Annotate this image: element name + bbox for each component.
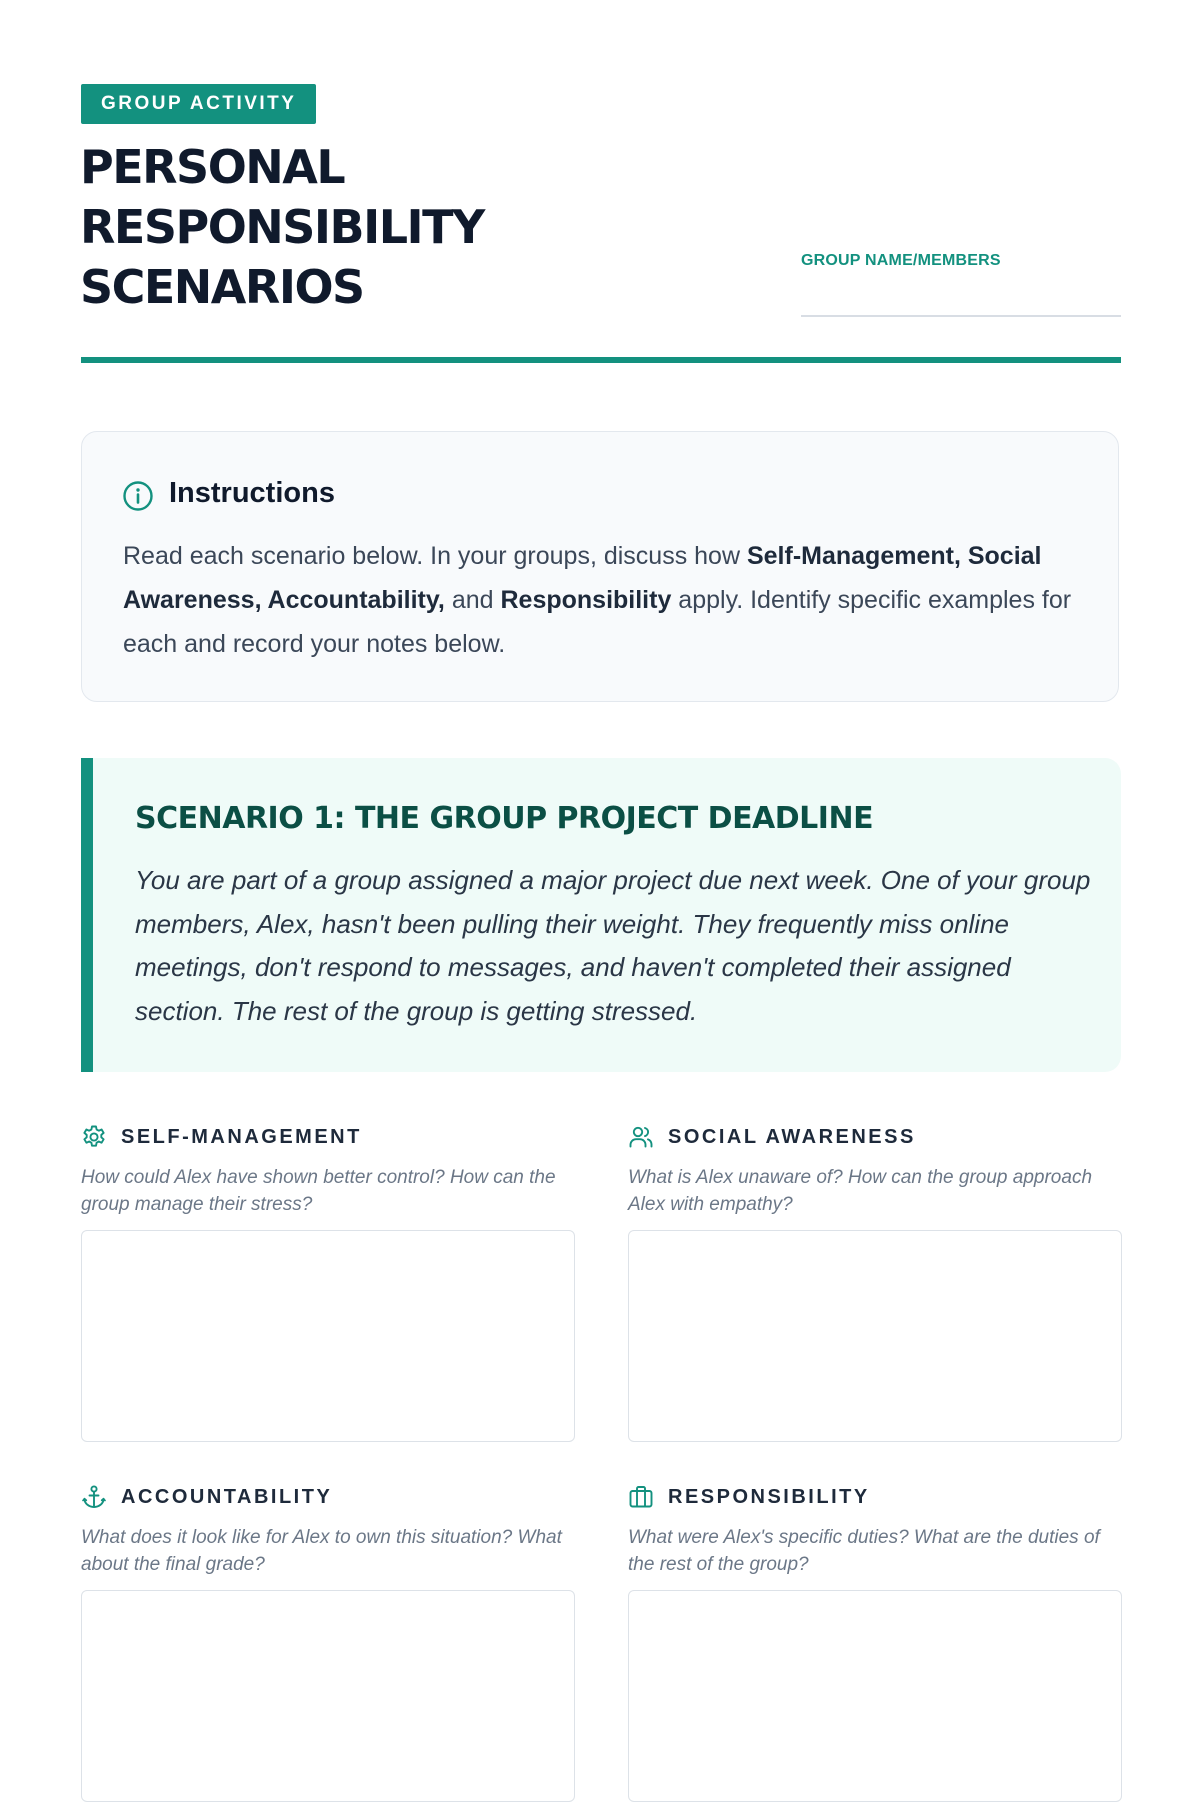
responsibility-answer-box[interactable]: [628, 1590, 1122, 1802]
anchor-icon: [81, 1484, 107, 1510]
self-management-label: SELF-MANAGEMENT: [121, 1125, 362, 1148]
self-management-prompt: How could Alex have shown better control? How can the group manage their stress?: [81, 1167, 556, 1215]
info-icon: [122, 480, 154, 512]
scenario-card: [81, 758, 1121, 1072]
page-title: [80, 137, 484, 317]
title-line: RESPONSIBILITY: [80, 200, 484, 254]
social-awareness-prompt: What is Alex unaware of? How can the group approach Alex with empathy?: [628, 1167, 1093, 1215]
self-management-answer-box[interactable]: [81, 1230, 575, 1442]
activity-badge: GROUP ACTIVITY: [81, 84, 316, 124]
accountability-label: ACCOUNTABILITY: [121, 1485, 333, 1508]
title-line: SCENARIOS: [80, 260, 364, 314]
group-name-field[interactable]: [801, 315, 1121, 317]
scenario-title: SCENARIO 1: THE GROUP PROJECT DEADLINE: [135, 801, 874, 836]
header-divider: [81, 357, 1121, 363]
responsibility-prompt: What were Alex's specific duties? What are the duties of the rest of the group?: [628, 1527, 1100, 1575]
social-awareness-answer-box[interactable]: [628, 1230, 1122, 1442]
scenario-description: You are part of a group assigned a major project due next week. One of your group members, Alex, hasn't been pulling their weight. They frequently miss online meetings, don't respond to messages, and haven't completed their assigned section. The rest of the group is getting stressed.: [135, 865, 1091, 1026]
accountability-prompt: What does it look like for Alex to own this situation? What about the final grade?: [81, 1527, 562, 1575]
scenario-accent-bar: [81, 758, 93, 1072]
title-line: PERSONAL: [80, 140, 345, 194]
instructions-card: [81, 431, 1119, 702]
instructions-title: Instructions: [169, 477, 335, 509]
instructions-text-part: apply. Identify specific examples for each and record your notes below.: [123, 586, 1072, 658]
accountability-answer-box[interactable]: [81, 1590, 575, 1802]
briefcase-icon: [628, 1484, 654, 1510]
responsibility-label: RESPONSIBILITY: [668, 1485, 870, 1508]
instructions-text-bold: Self-Management, Social Awareness, Accountability,: [123, 542, 1042, 614]
instructions-text-part: and: [444, 586, 501, 614]
users-icon: [628, 1124, 654, 1150]
social-awareness-label: SOCIAL AWARENESS: [668, 1125, 916, 1148]
instructions-text-part: Read each scenario below. In your groups, discuss how: [123, 542, 747, 570]
instructions-text: [123, 534, 1083, 666]
group-name-label: GROUP NAME/MEMBERS: [801, 252, 1001, 269]
gear-icon: [81, 1124, 107, 1150]
instructions-text-bold: Responsibility: [500, 586, 672, 614]
